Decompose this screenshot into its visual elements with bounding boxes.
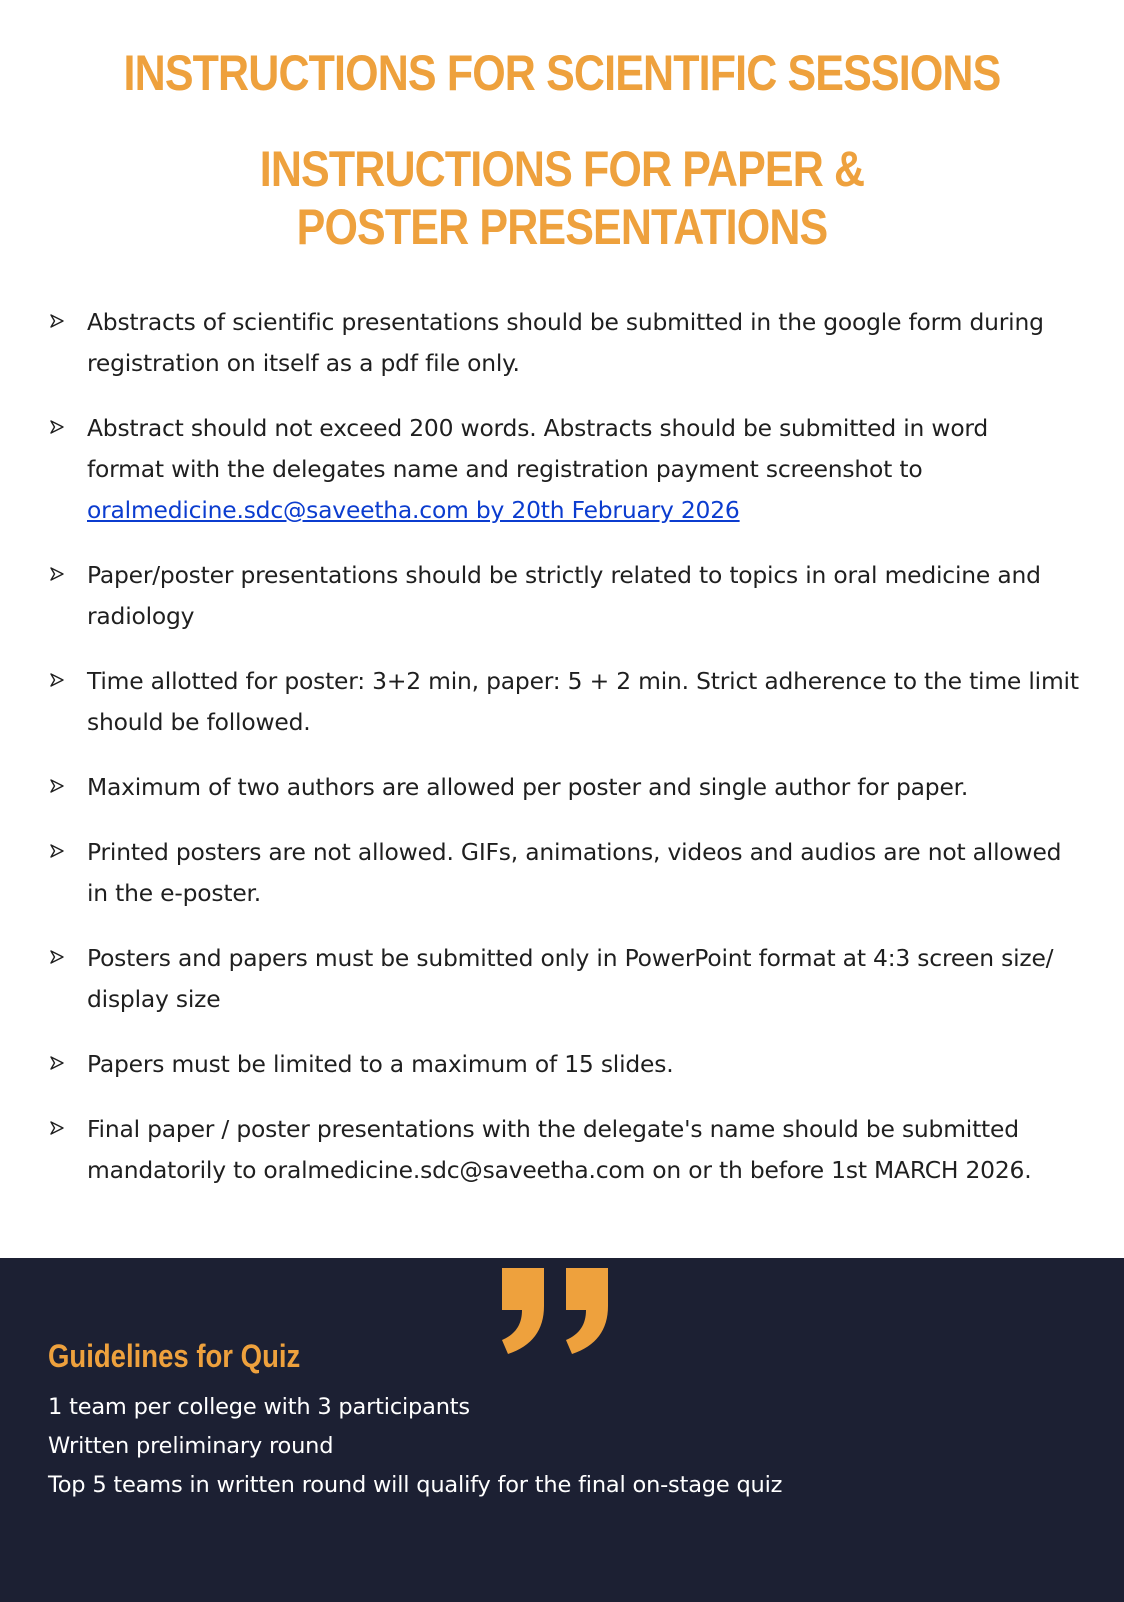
instruction-item xyxy=(50,1044,1080,1085)
arrowhead-bullet-icon xyxy=(50,1121,64,1135)
instruction-text: Final paper / poster presentations with the delegate's name should be submitted mandatorily to oralmedicine.sdc@saveetha.com on or th before 1st MARCH 2026. xyxy=(87,1115,1032,1184)
instruction-item xyxy=(50,555,1080,637)
instruction-item xyxy=(50,938,1080,1020)
subtitle-line-1: INSTRUCTIONS FOR PAPER & xyxy=(259,141,865,197)
instruction-item xyxy=(50,767,1080,808)
quiz-title: Guidelines for Quiz xyxy=(48,1338,301,1374)
arrowhead-bullet-icon xyxy=(50,567,64,581)
subtitle-line-2: POSTER PRESENTATIONS xyxy=(296,199,828,255)
closing-quote-icon xyxy=(500,1266,620,1366)
arrowhead-bullet-icon xyxy=(50,314,64,328)
instruction-item xyxy=(50,832,1080,914)
instruction-list xyxy=(50,302,1080,1215)
quiz-guideline: 1 team per college with 3 participants xyxy=(48,1394,470,1420)
instruction-text: Maximum of two authors are allowed per poster and single author for paper. xyxy=(87,773,969,801)
arrowhead-bullet-icon xyxy=(50,1056,64,1070)
arrowhead-bullet-icon xyxy=(50,950,64,964)
instruction-text: Paper/poster presentations should be strictly related to topics in oral medicine and radiology xyxy=(87,561,1041,630)
arrowhead-bullet-icon xyxy=(50,779,64,793)
page-subtitle xyxy=(79,140,1046,256)
arrowhead-bullet-icon xyxy=(50,420,64,434)
instruction-text: Posters and papers must be submitted only in PowerPoint format at 4:3 screen size/ display size xyxy=(87,944,1054,1013)
quiz-guideline: Written preliminary round xyxy=(48,1433,334,1459)
page-title: INSTRUCTIONS FOR SCIENTIFIC SESSIONS xyxy=(123,45,1001,101)
instruction-text: Abstracts of scientific presentations should be submitted in the google form during registration on itself as a pdf file only. xyxy=(87,308,1044,377)
instruction-text: Abstract should not exceed 200 words. Abstracts should be submitted in word format with the delegates name and registration payment screenshot to oralmedicine.sdc@saveetha.com by 20th February 2026 xyxy=(87,414,989,524)
instruction-item xyxy=(50,661,1080,743)
arrowhead-bullet-icon xyxy=(50,673,64,687)
quiz-guidelines-list xyxy=(48,1388,782,1505)
instruction-item xyxy=(50,302,1080,384)
instruction-item xyxy=(50,1109,1080,1191)
email-link[interactable]: oralmedicine.sdc@saveetha.com by 20th February 2026 xyxy=(87,496,740,524)
instruction-text: Time allotted for poster: 3+2 min, paper: 5 + 2 min. Strict adherence to the time limit should be followed. xyxy=(87,667,1079,736)
quiz-guideline: Top 5 teams in written round will qualify for the final on-stage quiz xyxy=(48,1472,783,1498)
quiz-panel xyxy=(0,1258,1124,1602)
instruction-item xyxy=(50,408,1080,531)
arrowhead-bullet-icon xyxy=(50,844,64,858)
instruction-text: Papers must be limited to a maximum of 15 slides. xyxy=(87,1050,674,1078)
instruction-text: Printed posters are not allowed. GIFs, animations, videos and audios are not allowed in the e-poster. xyxy=(87,838,1062,907)
